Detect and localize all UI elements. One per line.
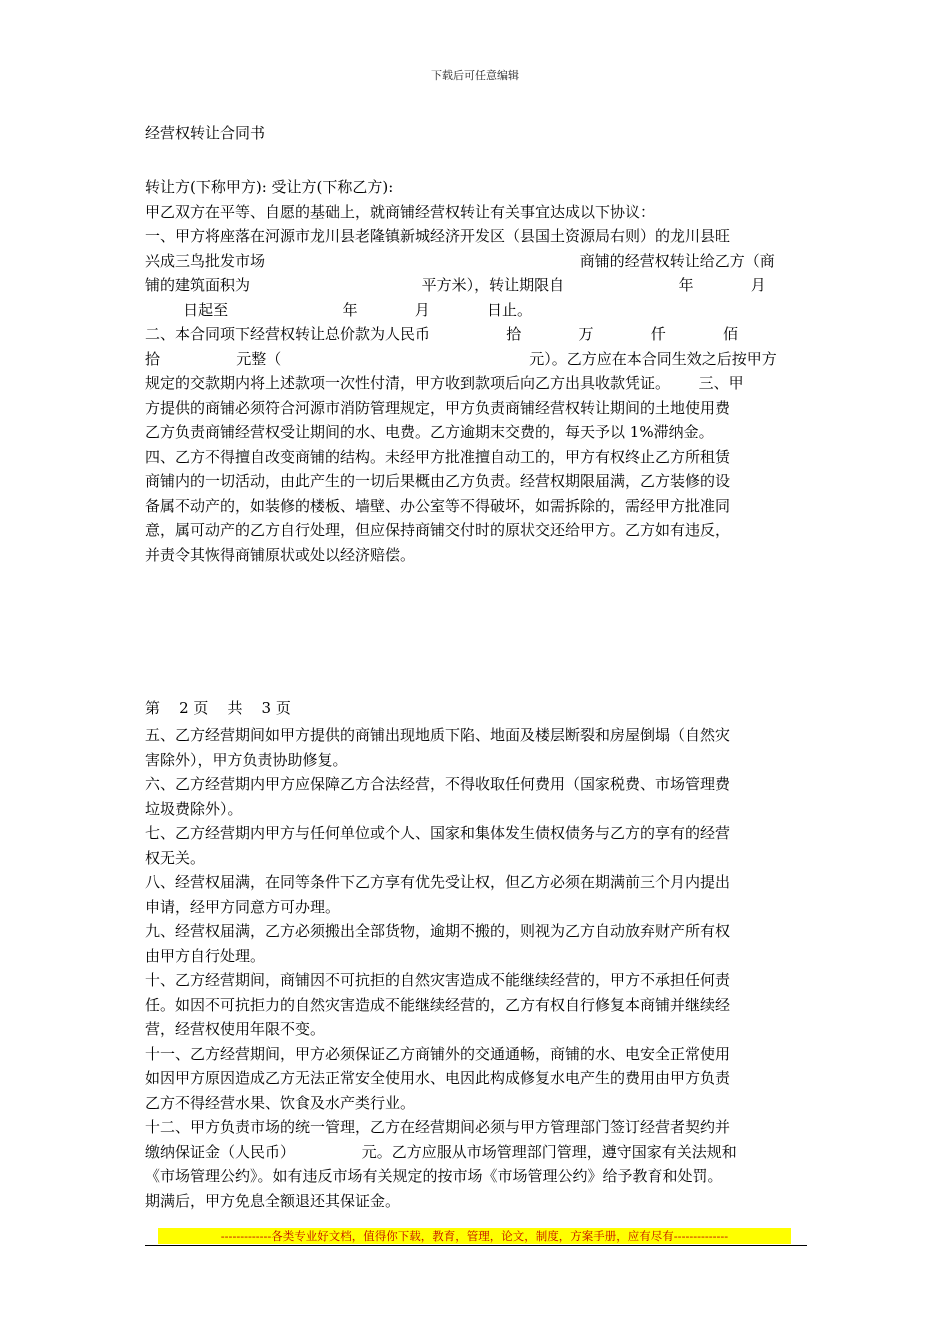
text-line: 缴纳保证金（人民币） 元。乙方应服从市场管理部门管理，遵守国家有关法规和 bbox=[145, 1142, 737, 1161]
footer-banner: -------------各类专业好文档，值得你下载，教育，管理，论文，制度，方案手册，应有尽有-------------- bbox=[158, 1228, 791, 1244]
text-line: 兴成三鸟批发市场 商铺的经营权转让给乙方（商 bbox=[145, 251, 775, 270]
text-line: 六、乙方经营期内甲方应保障乙方合法经营，不得收取任何费用（国家税费、市场管理费 bbox=[145, 775, 731, 793]
document-title: 经营权转让合同书 bbox=[145, 124, 266, 142]
text-line: 权无关。 bbox=[145, 848, 206, 867]
text-line: 四、乙方不得擅自改变商铺的结构。未经甲方批准擅自动工的，甲方有权终止乙方所租赁 bbox=[145, 447, 731, 466]
text-line: 二、本合同项下经营权转让总价款为人民币 拾 万 仟 佰 bbox=[145, 325, 738, 343]
text-line: 商铺内的一切活动，由此产生的一切后果概由乙方负责。经营权期限届满，乙方装修的设 bbox=[145, 472, 731, 490]
page-number: 第 2 页 共 3 页 bbox=[145, 699, 291, 717]
text-line: 一、甲方将座落在河源市龙川县老隆镇新城经济开发区（县国土资源局右则）的龙川县旺 bbox=[145, 227, 731, 245]
footer-divider bbox=[145, 1245, 807, 1246]
page2-body bbox=[145, 723, 807, 1213]
text-line: 五、乙方经营期间如甲方提供的商铺出现地质下陷、地面及楼层断裂和房屋倒塌（自然灾 bbox=[145, 726, 731, 744]
text-line: 乙方负责商铺经营权受让期间的水、电费。乙方逾期末交费的，每天予以 1%滞纳金。 bbox=[145, 423, 714, 441]
text-line: 乙方不得经营水果、饮食及水产类行业。 bbox=[145, 1093, 416, 1112]
text-line: 《市场管理公约》。如有违反市场有关规定的按市场《市场管理公约》给予教育和处罚。 bbox=[145, 1167, 723, 1185]
text-line: 十、乙方经营期间，商铺因不可抗拒的自然灾害造成不能继续经营的，甲方不承担任何责 bbox=[145, 971, 731, 989]
text-line: 意，属可动产的乙方自行处理，但应保持商铺交付时的原状交还给甲方。乙方如有违反， bbox=[145, 521, 731, 539]
text-line: 由甲方自行处理。 bbox=[145, 946, 266, 965]
page-header: 下载后可任意编辑 bbox=[431, 69, 519, 82]
page1-body bbox=[145, 175, 807, 567]
text-line: 如因甲方原因造成乙方无法正常安全使用水、电因此构成修复水电产生的费用由甲方负责 bbox=[145, 1069, 731, 1087]
text-line: 并责令其恢得商铺原状或处以经济赔偿。 bbox=[145, 545, 416, 564]
text-line: 十二、甲方负责市场的统一管理，乙方在经营期间必须与甲方管理部门签订经营者契约并 bbox=[145, 1118, 731, 1136]
text-line: 备属不动产的，如装修的楼板、墙壁、办公室等不得破坏，如需拆除的，需经甲方批准同 bbox=[145, 496, 731, 515]
text-line: 害除外），甲方负责协助修复。 bbox=[145, 750, 348, 769]
text-line: 九、经营权届满，乙方必须搬出全部货物，逾期不搬的，则视为乙方自动放弃财产所有权 bbox=[145, 922, 731, 940]
text-line: 十一、乙方经营期间，甲方必须保证乙方商铺外的交通通畅，商铺的水、电安全正常使用 bbox=[145, 1044, 731, 1063]
text-line: 日起至 年 月 日止。 bbox=[145, 300, 533, 319]
text-line: 八、经营权届满，在同等条件下乙方享有优先受让权，但乙方必须在期满前三个月内提出 bbox=[145, 873, 731, 891]
text-line: 铺的建筑面积为 平方米），转让期限自 年 月 bbox=[145, 276, 766, 294]
text-line: 方提供的商铺必须符合河源市消防管理规定，甲方负责商铺经营权转让期间的土地使用费 bbox=[145, 398, 731, 417]
text-line: 甲乙双方在平等、自愿的基础上，就商铺经营权转让有关事宜达成以下协议： bbox=[145, 202, 656, 221]
text-line: 任。如因不可抗拒力的自然灾害造成不能继续经营的，乙方有权自行修复本商铺并继续经 bbox=[145, 995, 731, 1014]
text-line: 期满后，甲方免息全额退还其保证金。 bbox=[145, 1191, 401, 1210]
text-line: 垃圾费除外）。 bbox=[145, 799, 243, 818]
text-line: 七、乙方经营期内甲方与任何单位或个人、国家和集体发生债权债务与乙方的享有的经营 bbox=[145, 824, 731, 842]
text-line: 营，经营权使用年限不变。 bbox=[145, 1020, 326, 1038]
text-line: 转让方(下称甲方): 受让方(下称乙方): bbox=[145, 178, 394, 196]
text-line: 申请，经甲方同意方可办理。 bbox=[145, 897, 341, 916]
text-line: 规定的交款期内将上述款项一次性付清，甲方收到款项后向乙方出具收款凭证。 三、甲 bbox=[145, 374, 744, 392]
text-line: 拾 元整（ 元）。乙方应在本合同生效之后按甲方 bbox=[145, 349, 777, 368]
